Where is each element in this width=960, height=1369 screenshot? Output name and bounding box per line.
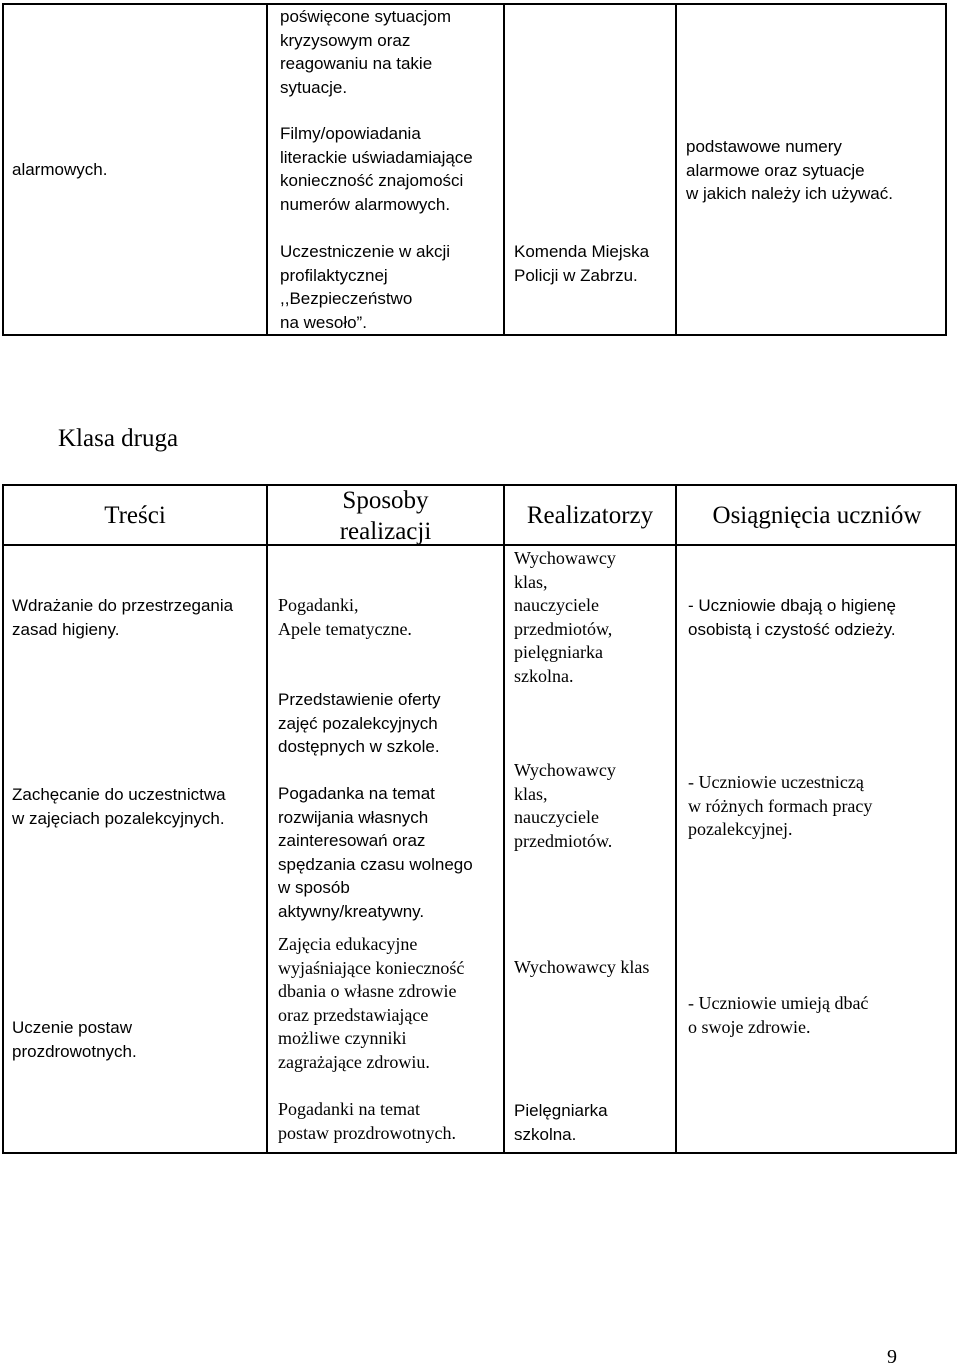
top-col2-text-2: Filmy/opowiadania literackie uświadamiające konieczność znajomości numerów alarmowych. (280, 124, 473, 214)
row2-implementer-1: Wychowawcy klas, nauczyciele przedmiotów. (514, 760, 616, 851)
page-number: 9 (887, 1346, 897, 1368)
top-table-divider (675, 3, 677, 336)
row2-content: Zachęcanie do uczestnictwa w zajęciach pozalekcyjnych. (12, 785, 226, 828)
row2-method-1: Przedstawienie oferty zajęć pozalekcyjnych dostępnych w szkole. (278, 690, 441, 756)
row3-achievement: - Uczniowie umieją dbać o swoje zdrowie. (688, 993, 869, 1037)
row1-implementer-1: Wychowawcy klas, nauczyciele przedmiotów, pielęgniarka szkolna. (514, 548, 616, 686)
header-tresci: Treści (104, 502, 166, 529)
row3-method-2: Pogadanki na temat postaw prozdrowotnych. (278, 1099, 456, 1143)
header-osiagniecia-uczniow: Osiągnięcia uczniów (712, 502, 922, 529)
top-col3-text: Komenda Miejska Policji w Zabrzu. (514, 242, 650, 285)
row1-content: Wdrażanie do przestrzegania zasad higieny. (12, 596, 234, 639)
column-divider (675, 484, 677, 1154)
column-divider (266, 484, 268, 1154)
top-table-divider (266, 3, 268, 336)
row1-achievement: - Uczniowie dbają o higienę osobistą i czystość odzieży. (688, 596, 896, 639)
row3-content: Uczenie postaw prozdrowotnych. (12, 1018, 137, 1061)
column-divider (503, 484, 505, 1154)
row1-method-1: Pogadanki, Apele tematyczne. (278, 595, 412, 639)
top-col2-text-3: Uczestniczenie w akcji profilaktycznej ,,Bezpieczeństwo na wesoło”. (280, 242, 451, 332)
top-col4-text: podstawowe numery alarmowe oraz sytuacje w jakich należy ich używać. (686, 137, 893, 203)
top-table-divider (503, 3, 505, 336)
header-realizatorzy: Realizatorzy (526, 502, 654, 529)
row3-method-1: Zajęcia edukacyjne wyjaśniające konieczność dbania o własne zdrowie oraz przedstawiające możliwe czynniki zagrażające zdrowiu. (278, 934, 465, 1072)
section-title: Klasa druga (58, 425, 179, 452)
row3-implementer-2: Pielęgniarka szkolna. (514, 1101, 608, 1144)
row2-achievement: - Uczniowie uczestniczą w różnych formach pracy pozalekcyjnej. (688, 772, 873, 839)
header-sposoby-realizacji: Sposoby realizacji (339, 487, 432, 545)
top-col1-text: alarmowych. (12, 160, 108, 179)
row2-method-2: Pogadanka na temat rozwijania własnych zainteresowań oraz spędzania czasu wolnego w sposób aktywny/kreatywny. (278, 784, 473, 921)
row3-implementer-1: Wychowawcy klas (514, 957, 650, 977)
top-col2-text-1: poświęcone sytuacjom kryzysowym oraz reagowaniu na takie sytuacje. (280, 7, 452, 97)
